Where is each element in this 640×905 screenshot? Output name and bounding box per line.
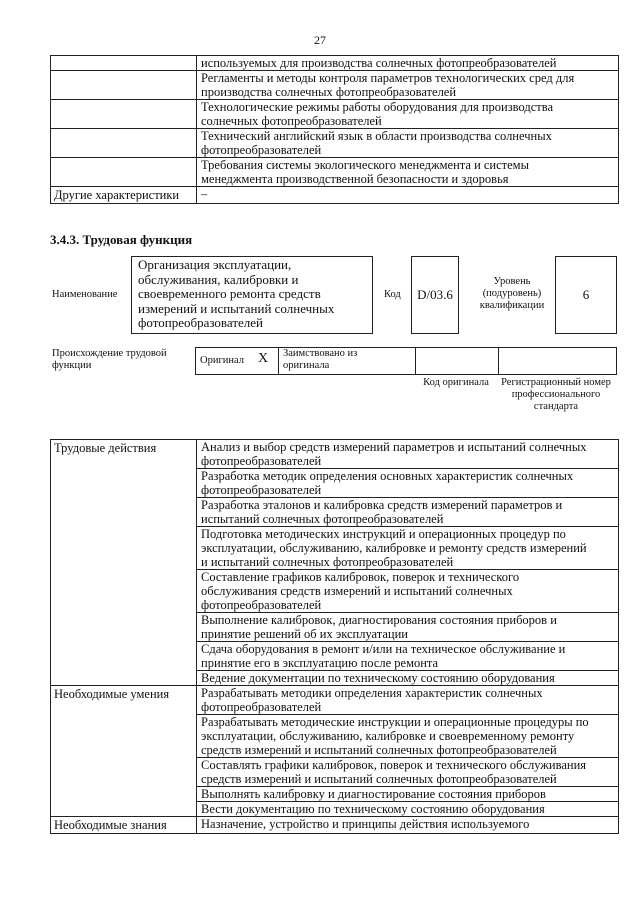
text-line: Составление графиков калибровок, поверок и технического: [201, 570, 520, 584]
orig-code-box: [415, 347, 499, 375]
text-line: –: [201, 187, 208, 201]
code-value: D/03.6: [417, 287, 453, 302]
group-label: Необходимые умения: [51, 686, 197, 817]
level-box: [555, 256, 617, 334]
text-line: обслуживания средств измерений и испытаний солнечных: [201, 584, 513, 598]
group-item: [197, 570, 619, 613]
original-label: Оригинал: [200, 355, 244, 366]
group-item: [197, 802, 619, 817]
text-line: Технический английский язык в области производства солнечных: [201, 129, 552, 143]
row-label: [51, 158, 197, 187]
group-item: [197, 671, 619, 686]
row-label: Другие характеристики: [51, 187, 197, 204]
orig-code-label: Код оригинала: [423, 377, 489, 388]
group-item: [197, 817, 619, 834]
group-item: [197, 642, 619, 671]
reg-number-label: Регистрационный номер профессионального стандарта: [501, 377, 611, 412]
reg-number-box: [498, 347, 617, 375]
text-line: Выполнять калибровку и диагностирование состояния приборов: [201, 787, 546, 801]
table-row: [51, 71, 619, 100]
text-line: принятие решений об их эксплуатации: [201, 627, 409, 641]
group-item: [197, 686, 619, 715]
row-label: [51, 71, 197, 100]
knowledge-continuation-table: [50, 55, 619, 204]
text-line: Подготовка методических инструкций и операционных процедур по: [201, 527, 566, 541]
group-item: [197, 498, 619, 527]
text-line: фотопреобразователей: [201, 454, 322, 468]
page-number: 27: [314, 33, 326, 47]
text-line: Вести документацию по техническому состоянию оборудования: [201, 802, 545, 816]
row-value: [197, 100, 619, 129]
text-line: Разрабатывать методические инструкции и операционные процедуры по: [201, 715, 589, 729]
table-row: [51, 56, 619, 71]
table-row: [51, 129, 619, 158]
group-item: [197, 715, 619, 758]
group-item: [197, 527, 619, 570]
group-item: [197, 469, 619, 498]
group-item: [197, 758, 619, 787]
table-row: [51, 440, 619, 469]
section-title: 3.4.3. Трудовая функция: [50, 232, 193, 247]
text-line: Сдача оборудования в ремонт и/или на техническое обслуживание и: [201, 642, 566, 656]
text-line: фотопреобразователей: [201, 483, 322, 497]
text-line: Составлять графики калибровок, поверок и технического обслуживания: [201, 758, 587, 772]
text-line: эксплуатации, обслуживанию, калибровке и ремонту средств измерений: [201, 541, 587, 555]
text-line: фотопреобразователей: [201, 598, 322, 612]
text-line: Технологические режимы работы оборудования для производства: [201, 100, 553, 114]
row-value: [197, 56, 619, 71]
text-line: используемых для производства солнечных фотопреобразователей: [201, 56, 557, 70]
text-line: Разработка эталонов и калибровка средств измерений параметров и: [201, 498, 563, 512]
text-line: менеджмента производственной безопасности и здоровья: [201, 172, 509, 186]
text-line: Ведение документации по техническому состоянию оборудования: [201, 671, 555, 685]
text-line: производства солнечных фотопреобразователей: [201, 85, 457, 99]
original-mark: X: [258, 351, 269, 366]
table-row: [51, 187, 619, 204]
text-line: испытаний солнечных фотопреобразователей: [201, 512, 444, 526]
labor-function-table: [50, 439, 619, 834]
row-value: [197, 129, 619, 158]
row-value: [197, 71, 619, 100]
code-box: [411, 256, 459, 334]
borrowed-label: Заимствовано из оригинала: [283, 348, 358, 371]
row-value: [197, 158, 619, 187]
function-name: Организация эксплуатации, обслуживания, калибровки и своевременного ремонта средств измерений и испытаний солнечных фотопреобразователей: [138, 257, 335, 331]
row-label: [51, 100, 197, 129]
level-value: 6: [582, 287, 590, 302]
origin-label: Происхождение трудовой функции: [52, 348, 167, 371]
text-line: Анализ и выбор средств измерений параметров и испытаний солнечных: [201, 440, 587, 454]
text-line: средств измерений и испытаний солнечных фотопреобразователей: [201, 743, 557, 757]
text-line: принятие его в эксплуатацию после ремонта: [201, 656, 439, 670]
text-line: и испытаний солнечных фотопреобразователей: [201, 555, 454, 569]
text-line: Разрабатывать методики определения характеристик солнечных: [201, 686, 543, 700]
text-line: Разработка методик определения основных характеристик солнечных: [201, 469, 574, 483]
name-box: [131, 256, 373, 334]
text-line: фотопреобразователей: [201, 700, 322, 714]
group-item: [197, 787, 619, 802]
group-label: Трудовые действия: [51, 440, 197, 686]
text-line: фотопреобразователей: [201, 143, 322, 157]
table-row: [51, 686, 619, 715]
group-item: [197, 613, 619, 642]
text-line: Назначение, устройство и принципы действия используемого: [201, 817, 530, 831]
text-line: солнечных фотопреобразователей: [201, 114, 382, 128]
row-label: [51, 56, 197, 71]
group-item: [197, 440, 619, 469]
table-row: [51, 817, 619, 834]
level-label: Уровень (подуровень) квалификации: [479, 276, 545, 311]
group-label: Необходимые знания: [51, 817, 197, 834]
table-row: [51, 158, 619, 187]
name-label: Наименование: [52, 289, 118, 300]
row-value: [197, 187, 619, 204]
text-line: Требования системы экологического менеджмента и системы: [201, 158, 529, 172]
text-line: Выполнение калибровок, диагностирования состояния приборов и: [201, 613, 557, 627]
row-label: [51, 129, 197, 158]
text-line: Регламенты и методы контроля параметров технологических сред для: [201, 71, 575, 85]
code-label: Код: [384, 289, 401, 300]
table-row: [51, 100, 619, 129]
text-line: эксплуатации, обслуживанию, калибровке и своевременному ремонту: [201, 729, 575, 743]
text-line: средств измерений и испытаний солнечных фотопреобразователей: [201, 772, 557, 786]
